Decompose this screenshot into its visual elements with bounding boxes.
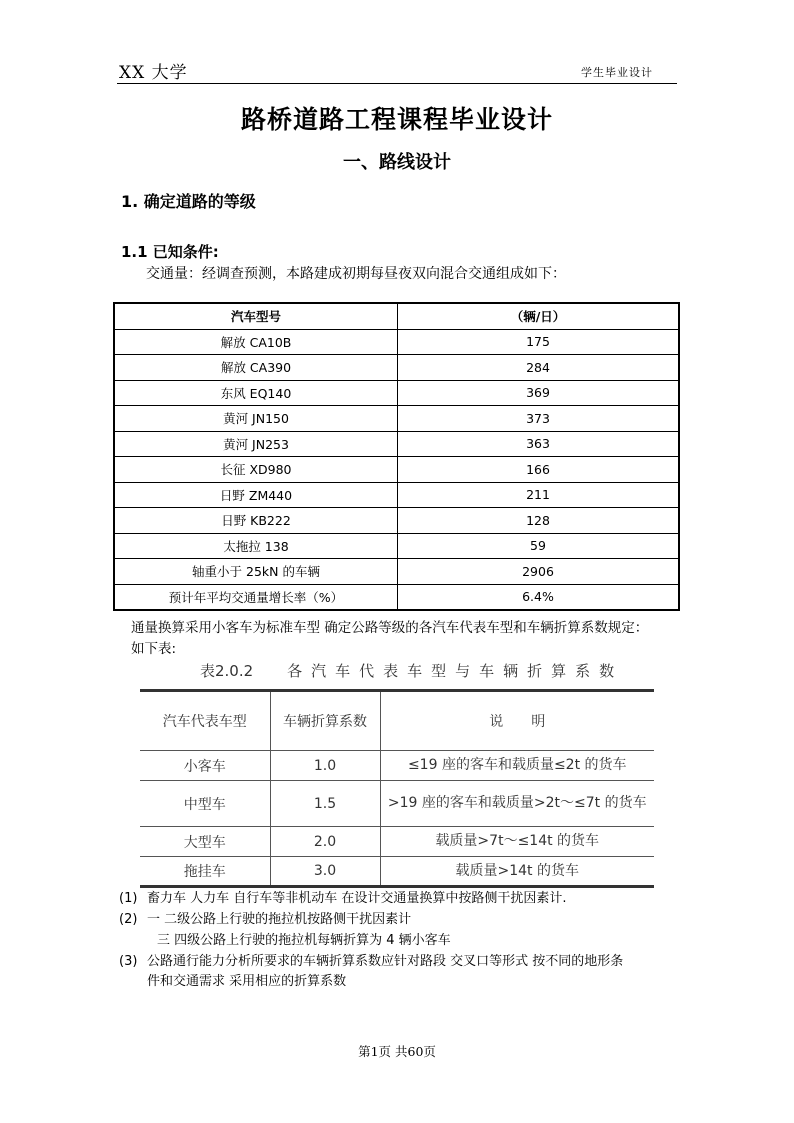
header-cell: 汽车型号 [114, 303, 398, 329]
volume-cell: 6.4% [398, 584, 680, 610]
header-rule [117, 83, 677, 84]
table2-caption [200, 660, 623, 681]
table-row [114, 584, 679, 610]
volume-cell: 373 [398, 406, 680, 432]
list-item-number: (2) [119, 912, 138, 927]
list-item [119, 950, 623, 969]
table-row [140, 781, 654, 827]
table-row [114, 559, 679, 585]
list-item [119, 929, 451, 948]
table2-caption-number: 表2.0.2 [200, 662, 254, 680]
chapter-title: 一、路线设计 [343, 152, 451, 173]
vehicle-type-cell: 日野 KB222 [114, 508, 398, 534]
factor-cell: 1.0 [270, 751, 380, 781]
page-footer: 第1页 共60页 [358, 1044, 436, 1059]
document-title: 路桥道路工程课程毕业设计 [240, 105, 553, 134]
vehicle-class-cell: 中型车 [140, 781, 270, 827]
section-heading: 1. 确定道路的等级 [121, 192, 256, 211]
vehicle-type-cell: 黄河 JN150 [114, 406, 398, 432]
vehicle-type-cell: 太拖拉 138 [114, 533, 398, 559]
vehicle-class-cell: 小客车 [140, 751, 270, 781]
volume-cell: 128 [398, 508, 680, 534]
factor-cell: 2.0 [270, 827, 380, 857]
description-cell: 载质量>14t 的货车 [380, 857, 654, 887]
volume-cell: 369 [398, 380, 680, 406]
header-doc-type: 学生毕业设计 [581, 66, 653, 79]
list-item-text: 件和交通需求 采用相应的折算系数 [147, 974, 347, 989]
list-item-text: 一 二级公路上行驶的拖拉机按路侧干扰因素计 [147, 912, 412, 927]
table-row [140, 751, 654, 781]
list-item [119, 970, 346, 989]
table-row [114, 380, 679, 406]
list-item-number: (3) [119, 954, 138, 969]
volume-cell: 211 [398, 482, 680, 508]
table-row [114, 533, 679, 559]
header-cell: 汽车代表车型 [140, 691, 270, 751]
description-cell: >19 座的客车和载质量>2t～≤7t 的货车 [380, 781, 654, 827]
table-row [114, 329, 679, 355]
vehicle-type-cell: 长征 XD980 [114, 457, 398, 483]
vehicle-class-cell: 大型车 [140, 827, 270, 857]
factor-cell: 1.5 [270, 781, 380, 827]
table-row [114, 482, 679, 508]
table-row [114, 431, 679, 457]
intro-paragraph: 交通量：经调查预测，本路建成初期每昼夜双向混合交通组成如下： [146, 266, 566, 282]
table-header-row [114, 303, 679, 329]
volume-cell: 166 [398, 457, 680, 483]
volume-cell: 59 [398, 533, 680, 559]
volume-cell: 284 [398, 355, 680, 381]
vehicle-type-cell: 解放 CA10B [114, 329, 398, 355]
header-cell: 说 明 [380, 691, 654, 751]
table-row [140, 827, 654, 857]
traffic-volume-table [113, 302, 680, 611]
subsection-heading: 1.1 已知条件: [121, 243, 219, 261]
volume-cell: 175 [398, 329, 680, 355]
conversion-note-line1: 通量换算采用小客车为标准车型 确定公路等级的各汽车代表车型和车辆折算系数规定： [131, 620, 649, 636]
table-row [114, 406, 679, 432]
header-cell: 车辆折算系数 [270, 691, 380, 751]
vehicle-type-cell: 东风 EQ140 [114, 380, 398, 406]
vehicle-type-cell: 黄河 JN253 [114, 431, 398, 457]
list-item [119, 887, 567, 906]
description-cell: 载质量>7t～≤14t 的货车 [380, 827, 654, 857]
table-header-row [140, 691, 654, 751]
volume-cell: 363 [398, 431, 680, 457]
table-row [114, 355, 679, 381]
table-row [140, 857, 654, 887]
list-item-text: 公路通行能力分析所要求的车辆折算系数应针对路段 交叉口等形式 按不同的地形条 [147, 954, 624, 969]
vehicle-type-cell: 日野 ZM440 [114, 482, 398, 508]
vehicle-type-cell: 轴重小于 25kN 的车辆 [114, 559, 398, 585]
vehicle-type-cell: 预计年平均交通量增长率（%） [114, 584, 398, 610]
table2-caption-text: 各汽车代表车型与车辆折算系数 [287, 662, 624, 680]
volume-cell: 2906 [398, 559, 680, 585]
list-item-number: (1) [119, 891, 138, 906]
description-cell: ≤19 座的客车和载质量≤2t 的货车 [380, 751, 654, 781]
list-item [119, 908, 411, 927]
header-school-name: XX 大学 [119, 63, 188, 83]
vehicle-class-cell: 拖挂车 [140, 857, 270, 887]
conversion-factor-table [140, 689, 654, 888]
list-item-text: 畜力车 人力车 自行车等非机动车 在设计交通量换算中按路侧干扰因素计. [147, 891, 567, 906]
header-cell: （辆/日） [398, 303, 680, 329]
conversion-note-line2: 如下表: [131, 641, 177, 657]
table-row [114, 508, 679, 534]
vehicle-type-cell: 解放 CA390 [114, 355, 398, 381]
table-row [114, 457, 679, 483]
list-item-text: 三 四级公路上行驶的拖拉机每辆折算为 4 辆小客车 [157, 933, 451, 948]
factor-cell: 3.0 [270, 857, 380, 887]
